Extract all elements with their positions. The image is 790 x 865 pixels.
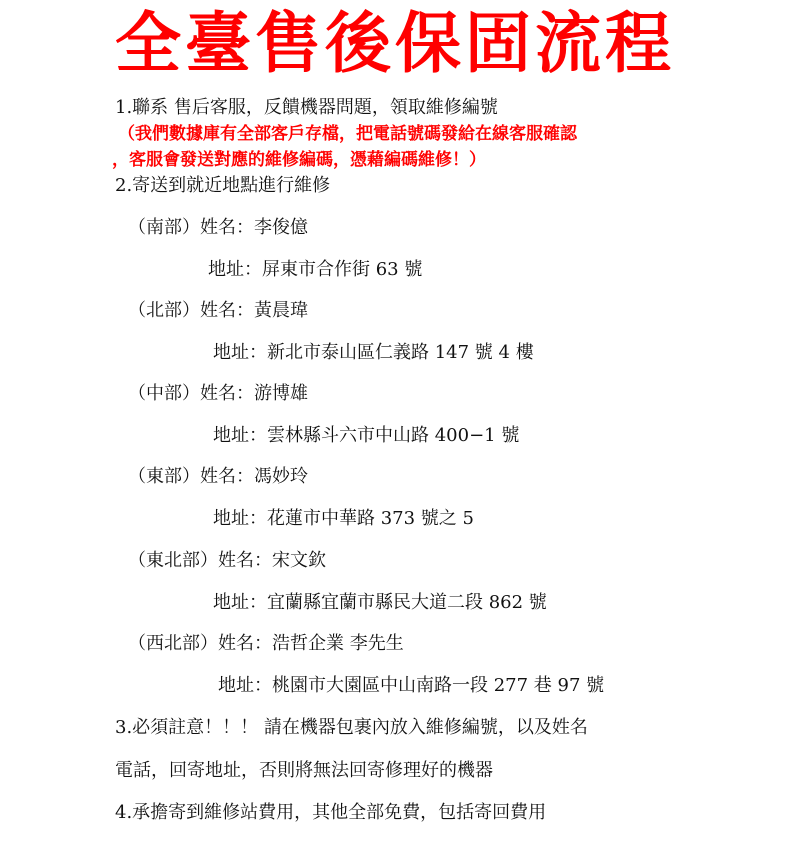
location-north-name: （北部）姓名：黃晨瑋 [128, 300, 308, 321]
location-east-name: （東部）姓名：馮妙玲 [128, 466, 308, 487]
location-east-address: 地址：花蓮市中華路 373 號之 5 [213, 508, 474, 529]
step-1-text: 1.聯系 售后客服，反饋機器問題，領取維修編號 [115, 97, 498, 118]
location-north-address: 地址：新北市泰山區仁義路 147 號 4 樓 [213, 342, 534, 363]
location-northwest-address: 地址：桃園市大園區中山南路一段 277 巷 97 號 [218, 675, 605, 696]
step-3-line-1: 3.必須註意！！！ 請在機器包裹內放入維修編號，以及姓名 [115, 717, 588, 738]
step-3-line-2: 電話，回寄地址，否則將無法回寄修理好的機器 [115, 760, 493, 781]
location-northeast-name: （東北部）姓名：宋文欽 [128, 550, 326, 571]
page-title: 全臺售後保固流程 [115, 4, 675, 82]
location-south-name: （南部）姓名：李俊億 [128, 217, 308, 238]
step-1-note-line-2: ，客服會發送對應的維修編碼，憑藉編碼維修！） [112, 150, 486, 170]
step-1-note-line-1: （我們數據庫有全部客戶存檔，把電話號碼發給在線客服確認 [118, 124, 577, 144]
location-central-name: （中部）姓名：游博雄 [128, 383, 308, 404]
location-south-address: 地址：屏東市合作街 63 號 [208, 259, 423, 280]
location-northwest-name: （西北部）姓名：浩哲企業 李先生 [128, 633, 404, 654]
location-northeast-address: 地址：宜蘭縣宜蘭市縣民大道二段 862 號 [213, 592, 547, 613]
location-central-address: 地址：雲林縣斗六市中山路 400−1 號 [213, 425, 520, 446]
step-2-text: 2.寄送到就近地點進行維修 [115, 175, 331, 196]
step-4-text: 4.承擔寄到維修站費用，其他全部免費，包括寄回費用 [115, 802, 547, 823]
